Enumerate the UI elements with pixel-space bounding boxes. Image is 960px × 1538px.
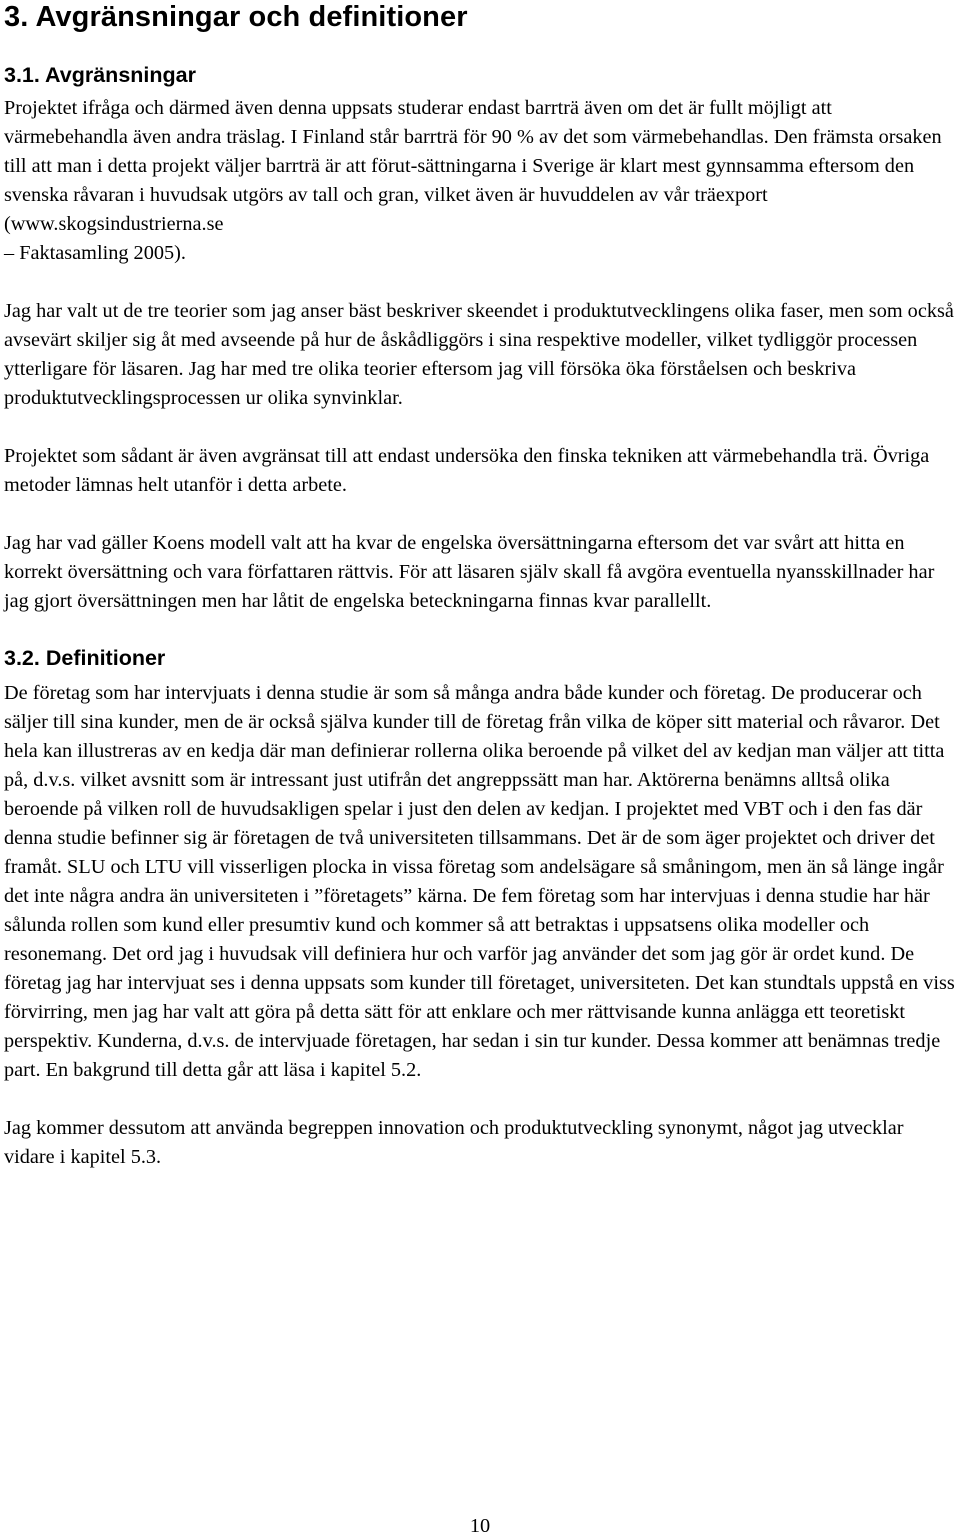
paragraph: [4, 1114, 958, 1172]
page-number: 10: [469, 1515, 491, 1537]
section-heading-avgransningar: 3.1. Avgränsningar: [4, 63, 196, 87]
document-page: [4, 0, 958, 1172]
paragraph-text: Projektet som sådant är även avgränsat till att endast undersöka den finska tekniken att värmebehandla trä. Övriga metoder lämnas helt utanför i detta arbete.: [4, 445, 930, 496]
paragraph: [4, 529, 958, 616]
paragraph-text: – Faktasamling 2005).: [4, 242, 186, 264]
section-heading-definitioner: 3.2. Definitioner: [4, 646, 166, 670]
paragraph-text: Projektet ifråga och därmed även denna uppsats studerar endast barrträ även om det är fullt möjligt att värmebehandla även andra träslag. I Finland står barrträ för 90 % av det som värmebehandlas. Den främsta orsaken till att man i detta projekt väljer barrträ är att förut-sättningarna i Sverige är klart mest gynnsamma eftersom den svenska råvaran i huvudsak utgörs av tall och gran, vilket även är huvuddelen av vår träexport (www.skogsindustrierna.se: [4, 97, 942, 235]
section-body-definitioner: [4, 679, 958, 1172]
paragraph: [4, 679, 958, 1085]
paragraph-text: Jag kommer dessutom att använda begreppen innovation och produktutveckling synonymt, något jag utvecklar vidare i kapitel 5.3.: [4, 1117, 904, 1168]
paragraph-text: Jag har vad gäller Koens modell valt att ha kvar de engelska översättningarna eftersom det var svårt att hitta en korrekt översättning och vara författaren rättvis. För att läsaren själv skall få avgöra eventuella nyansskillnader har jag gjort översättningen men har låtit de engelska beteckningarna finnas kvar parallellt.: [4, 532, 935, 612]
section-body-avgransningar: [4, 94, 958, 616]
chapter-heading: 3. Avgränsningar och definitioner: [4, 1, 468, 33]
paragraph: [4, 94, 958, 268]
paragraph-text: Jag har valt ut de tre teorier som jag anser bäst beskriver skeendet i produktutvecklingens olika faser, men som också avsevärt skiljer sig åt med avseende på hur de åskådliggörs i sina respektive modeller, vilket tydliggör processen ytterligare för läsaren. Jag har med tre olika teorier eftersom jag vill försöka öka förståelsen och beskriva produktutvecklingsprocessen ur olika synvinklar.: [4, 300, 954, 409]
paragraph-text: De företag som har intervjuats i denna studie är som så många andra både kunder och företag. De producerar och säljer till sina kunder, men de är också själva kunder till de företag från vilka de köper sitt material och råvaror. Det hela kan illustreras av en kedja där man definierar rollerna olika beroende på vilket del av kedjan man väljer att titta på, d.v.s. vilket avsnitt som är intressant just utifrån det angreppssätt man har. Aktörerna benämns alltså olika beroende på vilken roll de huvudsakligen spelar i just den delen av kedjan. I projektet med VBT och i den fas där denna studie befinner sig är företagen de två universiteten tillsammans. Det är de som äger projektet och driver det framåt. SLU och LTU vill visserligen plocka in vissa företag som andelsägare så småningom, men än så länge ingår det inte några andra än universiteten i ”företagets” kärna. De fem företag som har intervjuas i denna studie har här sålunda rollen som kund eller presumtiv kund och kommer så att betraktas i uppsatsens olika modeller och resonemang. Det ord jag i huvudsak vill definiera hur och varför jag använder det som jag gör är ordet kund. De företag jag har intervjuat ses i denna uppsats som kunder till företaget, universiteten. Det kan stundtals uppstå en viss förvirring, men jag har valt att göra på detta sätt för att enklare och mer rättvisande kunna anlägga ett teoretiskt perspektiv. Kunderna, d.v.s. de intervjuade företagen, har sedan i sin tur kunder. Dessa kommer att benämnas tredje part. En bakgrund till detta går att läsa i kapitel 5.2.: [4, 682, 955, 1081]
paragraph: [4, 297, 958, 413]
paragraph: [4, 442, 958, 500]
